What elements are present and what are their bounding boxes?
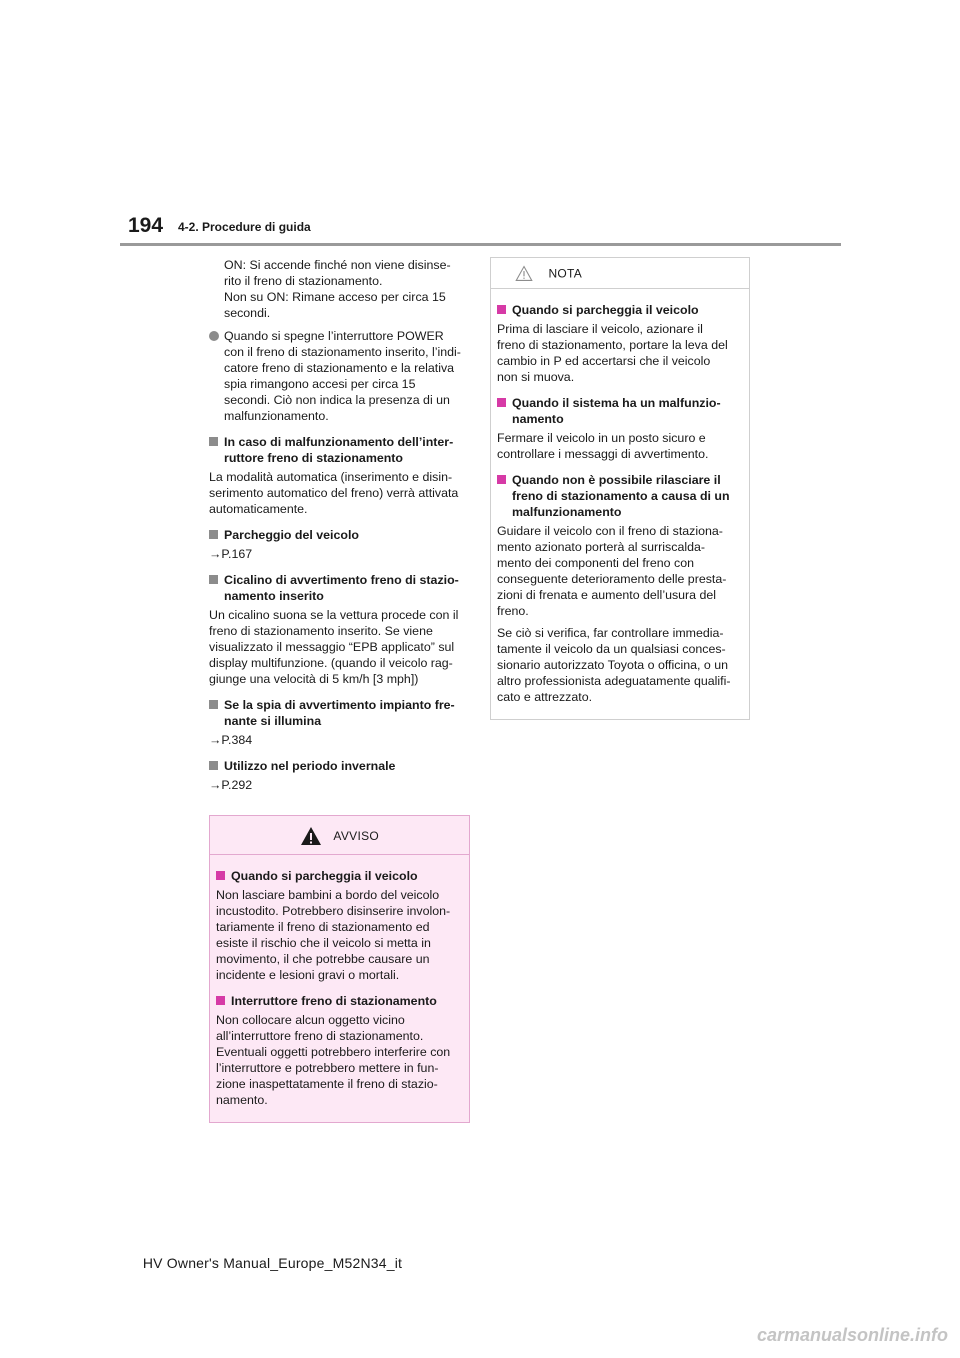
bullet-dot-icon: [209, 331, 219, 341]
square-bullet-icon: [216, 871, 225, 880]
section-title: 4-2. Procedure di guida: [178, 220, 311, 234]
warning-box: [209, 815, 470, 1123]
page-number: 194: [128, 214, 164, 237]
square-bullet-icon: [209, 761, 218, 770]
warning-box-body: [210, 855, 469, 1122]
intro-text: ON: Si accende finché non viene disinse- rito il freno di stazionamento. Non su ON: Rimane acceso per circa 15 secondi.: [224, 258, 451, 320]
warning-box-title: AVVISO: [333, 829, 380, 843]
watermark-text: carmanualsonline.info: [756, 1325, 948, 1345]
page-reference-link[interactable]: →P.292: [209, 778, 253, 792]
square-bullet-icon: [209, 437, 218, 446]
square-bullet-icon: [216, 996, 225, 1005]
bullet-paragraph: Quando si spegne l’interruttore POWER con il freno di stazionamento inserito, l’indi- catore freno di stazionamento e la relativa spia rimangono accesi per circa 15 secondi. Ciò non indica la presenza di un malfunzionamento.: [209, 328, 471, 424]
page-reference-link[interactable]: →P.384: [209, 733, 253, 747]
warning-box-header: [210, 816, 469, 855]
section-heading: In caso di malfunzionamento dell’inter- ruttore freno di stazionamento: [209, 434, 471, 466]
warning-item-body: Non collocare alcun oggetto vicino all’interruttore freno di stazionamento. Eventuali oggetti potrebbero interferire con l’interruttore e potrebbero mettere in fun- zione inaspettatamente il freno di stazio- namento.: [216, 1013, 451, 1107]
notice-item-heading: Quando il sistema ha un malfunzio- namento: [497, 395, 743, 427]
manual-footer: HV Owner's Manual_Europe_M52N34_it: [142, 1255, 403, 1271]
section-heading: Cicalino di avvertimento freno di stazio- namento inserito: [209, 572, 471, 604]
notice-item-body: Se ciò si verifica, far controllare immedia- tamente il veicolo da un qualsiasi conces- sionario autorizzato Toyota o officina, o un altro professionista adeguatamente qualifi- cato e attrezzato.: [497, 626, 731, 704]
notice-item-body: Prima di lasciare il veicolo, azionare il freno di stazionamento, portare la leva del cambio in P ed accertarsi che il veicolo non si muova.: [497, 322, 728, 384]
notice-triangle-icon: [515, 265, 533, 282]
warning-triangle-icon: [300, 826, 322, 846]
notice-item-heading: Quando non è possibile rilasciare il freno di stazionamento a causa di un malfunzionamento: [497, 472, 743, 520]
section-heading: Utilizzo nel periodo invernale: [209, 758, 471, 774]
warning-item-heading: Interruttore freno di stazionamento: [216, 993, 463, 1009]
square-bullet-icon: [497, 475, 506, 484]
notice-box-header: [491, 258, 749, 289]
notice-box-body: [491, 289, 749, 719]
notice-item-body: Fermare il veicolo in un posto sicuro e controllare i messaggi di avvertimento.: [497, 431, 709, 461]
section-heading: Se la spia di avvertimento impianto fre- nante si illumina: [209, 697, 471, 729]
left-column: [209, 257, 471, 1123]
square-bullet-icon: [209, 700, 218, 709]
notice-item-body: Guidare il veicolo con il freno di staziona- mento azionato porterà al surriscalda- mento dei componenti del freno con conseguente deterioramento delle presta- zioni di frenata e aumento dell’usura del freno.: [497, 524, 727, 618]
notice-box: [490, 257, 750, 720]
square-bullet-icon: [497, 398, 506, 407]
square-bullet-icon: [209, 530, 218, 539]
notice-item-heading: Quando si parcheggia il veicolo: [497, 302, 743, 318]
warning-item-body: Non lasciare bambini a bordo del veicolo incustodito. Potrebbero disinserire involon- tariamente il freno di stazionamento ed esiste il rischio che il veicolo si metta in movimento, il che potrebbe causare un incidente e lesioni gravi o mortali.: [216, 888, 451, 982]
right-column: [490, 257, 750, 720]
square-bullet-icon: [209, 575, 218, 584]
square-bullet-icon: [497, 305, 506, 314]
page-reference-link[interactable]: →P.167: [209, 547, 253, 561]
header-rule: [120, 243, 841, 246]
section-body: La modalità automatica (inserimento e disin- serimento automatico del freno) verrà attivata automaticamente.: [209, 470, 459, 516]
section-body: Un cicalino suona se la vettura procede con il freno di stazionamento inserito. Se viene visualizzato il messaggio “EPB applicato” sul display multifunzione. (quando il veicolo rag- giunge una velocità di 5 km/h [3 mph]): [209, 608, 459, 686]
warning-item-heading: Quando si parcheggia il veicolo: [216, 868, 463, 884]
section-heading: Parcheggio del veicolo: [209, 527, 471, 543]
notice-box-title: NOTA: [548, 266, 583, 281]
